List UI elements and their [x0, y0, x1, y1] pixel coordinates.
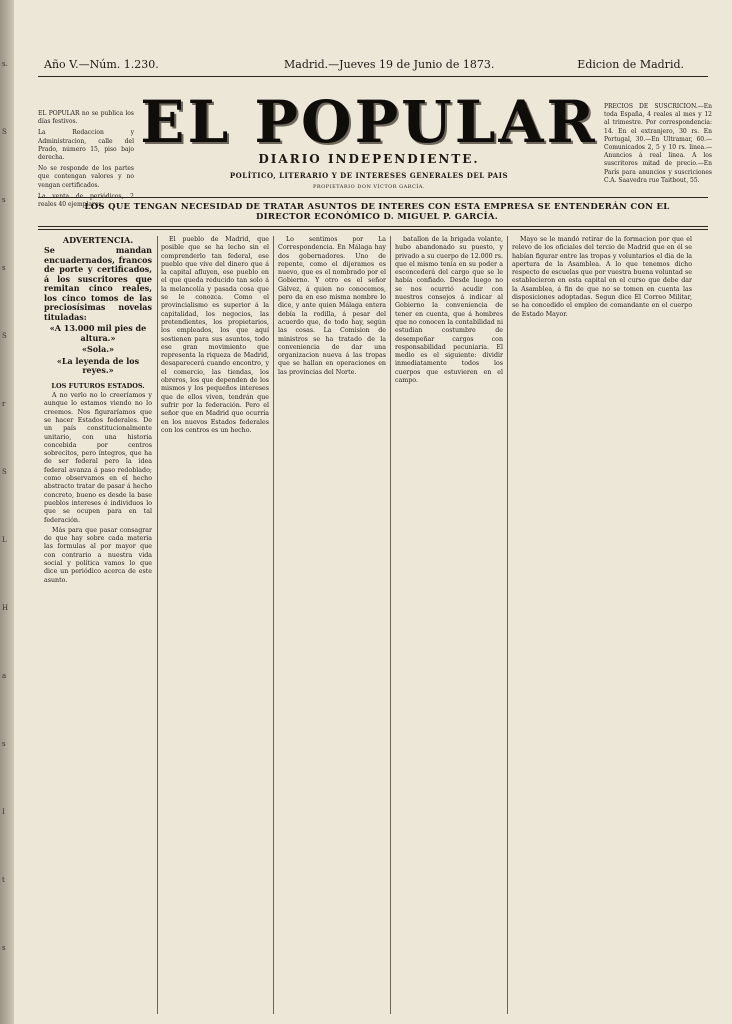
masthead-tagline: POLÍTICO, LITERARIO Y DE INTERESES GENERALES DEL PAIS — [229, 171, 509, 180]
info-line: No se responde de los partes que contengan valores y no vengan certificados. — [38, 165, 134, 189]
advert-text: Se mandan encuadernados, francos de porte y certificados, á los suscritores que remitan cinco reales, los cinco tomos de las preciosísimas novelas tituladas: — [44, 245, 152, 322]
article-text: A no verlo no lo creeríamos y aunque lo estamos viendo no lo creemos. Nos figuraríamos que se hacer Estados federales. De un país constitucionalmente unitario, con una historia concebida por centros sobrecitos, pero íntegros, que ha de ser federal pero la idea federal avanza á paso redoblado; como observamos en el hecho abstracto tratar de pasar á hecho concreto, bueno es desde la base pueblos intereses é individuos lo que se ocupen para en tal federación. — [44, 392, 152, 524]
column-separator — [273, 236, 274, 1014]
newspaper-page — [14, 0, 732, 1024]
masthead-subtitle: DIARIO INDEPENDIENTE. — [258, 152, 480, 166]
column-4 — [395, 236, 503, 1016]
masthead-title: EL POPULAR — [140, 88, 598, 156]
edition-label: Edicion de Madrid. — [577, 58, 684, 71]
info-line: EL POPULAR no se publica los días festivos. — [38, 110, 134, 126]
strip-fragment: s. — [2, 60, 8, 68]
strip-fragment: s — [2, 196, 6, 204]
article-text: El pueblo de Madrid, que posible que se ha lecho sin el comprenderlo tan federal, ese pueblo que vive del dinero que á la capital afluyen, ese pueblo en el que queda reducido tan solo á la melancolía y pasada cosa que se le conozca. Como el provincialismo es superior á la capitalidad, los negocios, las pretendientes, los propietarios, los empleados, los que aquí sostienen para sus asuntos, todo ese gran movimiento que representa la riqueza de Madrid, desaparecerá cuando encontro, y el comercio, las tiendas, los obreros, los que dependen de los mismos y los pequeños intereses que de ellos viven, tendrán que sufrir por la federación. Pero el señor que en Madrid que ocurría en los nuevos Estados federales con los centros es un hecho. — [161, 236, 269, 434]
novel-title: «La leyenda de los reyes.» — [56, 355, 140, 376]
column-separator — [390, 236, 391, 1014]
section-heading: LOS FUTUROS ESTADOS. — [51, 381, 145, 390]
strip-fragment: H — [2, 604, 9, 612]
column-5 — [512, 236, 692, 1016]
dateline: Madrid.—Jueves 19 de Junio de 1873. — [284, 58, 495, 71]
masthead-owner: PROPIETARIO DON VÍCTOR GARCÍA. — [313, 184, 425, 190]
notice-rule-bottom-2 — [38, 229, 708, 230]
column-1 — [44, 236, 152, 1016]
subscription-prices: PRECIOS DE SUSCRICION.—En toda España, 4 reales al mes y 12 al trimestre. Por correspondencia: 14. En el extranjero, 30 rs. En Portugal, 30.—En Ultramar, 60.—Comunicados 2, 5 y 10 rs. linea.—Anuncios á real linea. A los suscritores mitad de precio.—En París para anuncios y suscriciones C.A. Saavedra rue Taitbout, 55. — [604, 103, 712, 184]
strip-fragment: S — [2, 128, 7, 136]
strip-fragment: L — [2, 536, 7, 544]
info-line: La Redaccion y Administracion, calle del Prado, número 15, piso bajo derecha. — [38, 129, 134, 162]
strip-fragment: I — [2, 808, 5, 816]
column-separator — [507, 236, 508, 1014]
novel-title: «Sola.» — [81, 344, 115, 355]
notice-rule-bottom — [38, 226, 708, 227]
strip-fragment: r — [2, 400, 6, 408]
article-text: batallon de la brigada volante, hubo abandonado su puesto, y privado a su cuerpo de 12.000 rs. que el mismo tenía en su poder a esconcederá del cargo que se le había confiado. Desde luego no se nos ocurrió acudir con nuestros consejos á indicar al Gobierno la conveniencia de tener en cuenta, que á hombres que no conocen la contabilidad ni estudian costumbre de desempeñar cargos con responsabilidad pecuniaria. El medio es el siguiente: dividir inmediatamente todos los cuerpos que estuvieren en el campo. — [395, 236, 503, 385]
advert-heading: ADVERTENCIA. — [62, 236, 134, 245]
strip-fragment: s — [2, 740, 6, 748]
strip-fragment: s — [2, 264, 6, 272]
article-text: Lo sentimos por La Correspondencia. En Málaga hay dos gobernadores. Uno de repente, como el dijeramos es nuevo, que es el nombrado por el Gobierno. Y otro es el señor Gálvez, á quien no conocemos, pero da en eso misma nombre lo dice, y ante quien Málaga entera debía la rodilla, á pesar del acuerdo que, de todo hay, según las cosas. La Comision de ministros se ha tratado de la conveniencia de dar una organizacion nueva á las tropas que se hallan en operaciones en las provincias del Norte. — [278, 236, 386, 376]
strip-fragment: t — [2, 876, 5, 884]
info-line: reales 40 ejemplares. — [38, 201, 104, 209]
column-2 — [161, 236, 269, 1016]
strip-fragment: S — [2, 332, 7, 340]
strip-fragment: a — [2, 672, 7, 680]
business-notice: LOS QUE TENGAN NECESIDAD DE TRATAR ASUNTOS DE INTERES CON ESTA EMPRESA SE ENTENDERÁN CON EL DIRECTOR ECONÓMICO D. MIGUEL P. GARCÍA. — [84, 202, 670, 222]
novel-title: «A 13.000 mil pies de altura.» — [49, 323, 147, 343]
notice-rule-top — [38, 197, 708, 198]
header-rule — [38, 76, 708, 77]
strip-fragment: s — [2, 944, 6, 952]
article-text: Más para que pasar consagrar de que hay sobre cada materia las formulas al por mayor que con contrario a nuestra vida social y política vamos lo que dice un periódico acerca de este asunto. — [44, 526, 152, 584]
strip-fragment: S — [2, 468, 7, 476]
page-binding-edge — [0, 0, 14, 1024]
column-3 — [278, 236, 386, 1016]
article-text: Mayo se le mandó retirar de la formacion por que el relevo de los oficiales del tercio de Madrid que en él se habían figurar entre las tropas y voluntarios el dia de la apertura de la Asamblea. A lo que tenemos dicho respecto de escuelas que por vuestra buena voluntad se establecieron en esta capital en el curso que debe dar la Asamblea, á fin de que no se tomen en cuenta las disposiciones adoptadas. Segun dice El Correo Militar, se ha concedido el empleo de comandante en el cuerpo de Estado Mayor. — [512, 236, 692, 318]
column-separator — [157, 236, 158, 1014]
issue-number: Año V.—Núm. 1.230. — [44, 58, 159, 71]
